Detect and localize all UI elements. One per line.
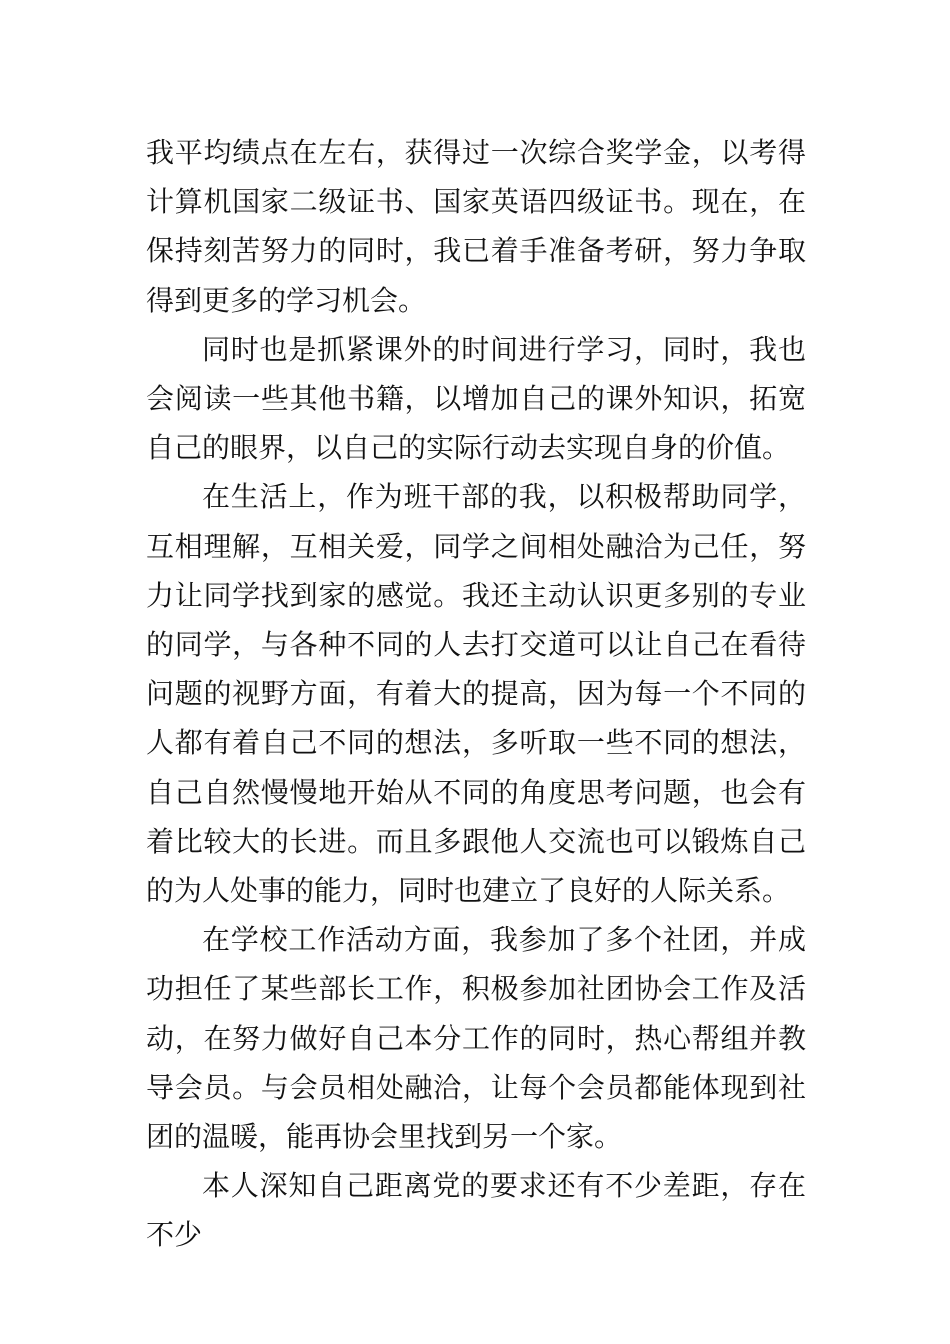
paragraph-school-work: 在学校工作活动方面，我参加了多个社团，并成功担任了某些部长工作，积极参加社团协会工作及活动，在努力做好自己本分工作的同时，热心帮组并教导会员。与会员相处融洽，让每个会员都能体现到社团的温暖，能再协会里找到另一个家。 — [146, 923, 806, 1154]
paragraph-self-assessment: 本人深知自己距离党的要求还有不少差距，存在不少 — [146, 1169, 806, 1252]
body-text — [146, 128, 806, 1260]
paragraph-study: 同时也是抓紧课外的时间进行学习，同时，我也会阅读一些其他书籍，以增加自己的课外知识，拓宽自己的眼界，以自己的实际行动去实现自身的价值。 — [146, 332, 806, 465]
paragraph-continued: 我平均绩点在左右，获得过一次综合奖学金，以考得计算机国家二级证书、国家英语四级证书。现在，在保持刻苦努力的同时，我已着手准备考研，努力争取得到更多的学习机会。 — [146, 136, 806, 317]
paragraph-life: 在生活上，作为班干部的我，以积极帮助同学，互相理解，互相关爱，同学之间相处融洽为己任，努力让同学找到家的感觉。我还主动认识更多别的专业的同学，与各种不同的人去打交道可以让自己在看待问题的视野方面，有着大的提高，因为每一个不同的人都有着自己不同的想法，多听取一些不同的想法，自己自然慢慢地开始从不同的角度思考问题，也会有着比较大的长进。而且多跟他人交流也可以锻炼自己的为人处事的能力，同时也建立了良好的人际关系。 — [146, 480, 806, 908]
